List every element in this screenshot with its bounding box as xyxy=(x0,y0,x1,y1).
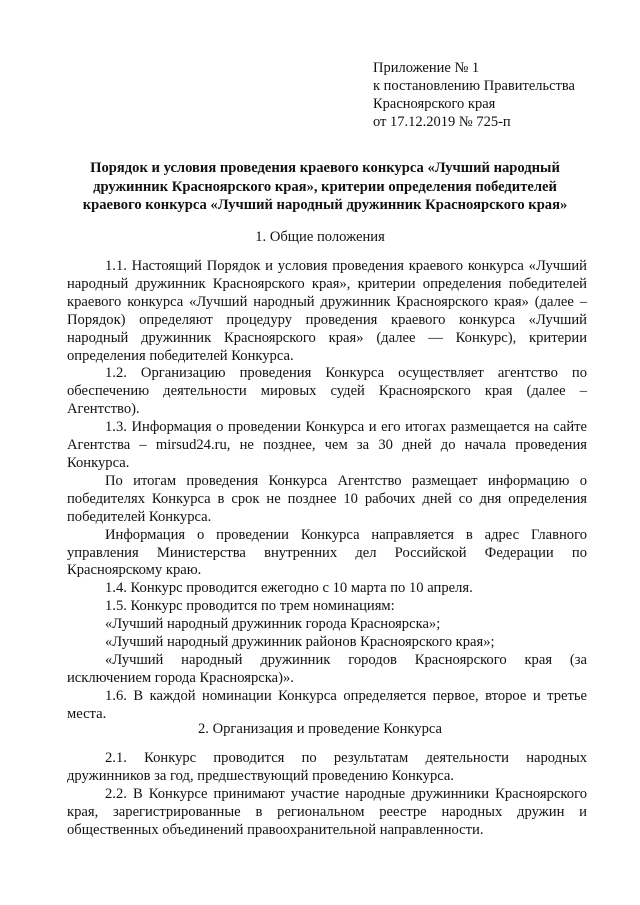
section-organization-body xyxy=(67,750,587,840)
nomination-item: «Лучший народный дружинник городов Красноярского края (за исключением города Красноярска)». xyxy=(67,651,587,686)
paragraph-2-2: 2.2. В Конкурсе принимают участие народные дружинники Красноярского края, зарегистрированные в региональном реестре народных дружин и общественных объединений правоохранительной направленности. xyxy=(67,785,587,838)
nomination-item: «Лучший народный дружинник районов Красноярского края»; xyxy=(105,634,495,651)
appendix-date: от 17.12.2019 № 725-п xyxy=(373,114,511,130)
paragraph-2-1: 2.1. Конкурс проводится по результатам деятельности народных дружинников за год, предшествующий проведению Конкурса. xyxy=(67,750,587,784)
section-heading-organization: 2. Организация и проведение Конкурса xyxy=(197,721,443,737)
nomination-item: «Лучший народный дружинник города Красноярска»; xyxy=(105,616,441,633)
paragraph-1-3: 1.3. Информация о проведении Конкурса и его итогах размещается на сайте Агентства – mirsud24.ru, не позднее, чем за 30 дней до начала проведения Конкурса. xyxy=(67,419,587,471)
appendix-block xyxy=(373,59,575,131)
section-general-body xyxy=(67,258,587,724)
appendix-number: Приложение № 1 xyxy=(373,60,480,76)
paragraph-1-5: 1.5. Конкурс проводится по трем номинациям: xyxy=(105,598,395,615)
paragraph-info: Информация о проведении Конкурса направляется в адрес Главного управления Министерства внутренних дел Российской Федерации по Красноярскому краю. xyxy=(67,526,587,579)
paragraph-1-1: 1.1. Настоящий Порядок и условия проведения краевого конкурса «Лучший народный дружинник Красноярского края», критерии определения победителей краевого конкурса «Лучший народный дружинник Красноярского края» (далее – Порядок) определяют процедуру проведения краевого конкурса «Лучший народный дружинник Красноярского края» (далее — Конкурс), критерии определения победителей Конкурса. xyxy=(67,258,587,364)
section-heading-general: 1. Общие положения xyxy=(255,229,385,245)
title-line: краевого конкурса «Лучший народный дружинник Красноярского края» xyxy=(82,197,568,213)
title-line: Порядок и условия проведения краевого конкурса «Лучший народный xyxy=(90,160,560,176)
document-title xyxy=(60,159,590,215)
paragraph-1-2: 1.2. Организацию проведения Конкурса осуществляет агентство по обеспечению деятельности мировых судей Красноярского края (далее – Агентство). xyxy=(67,365,587,418)
title-line: дружинник Красноярского края», критерии определения победителей xyxy=(93,178,557,195)
appendix-region: Красноярского края xyxy=(373,96,496,112)
appendix-resolution: к постановлению Правительства xyxy=(373,78,575,94)
paragraph-1-4: 1.4. Конкурс проводится ежегодно с 10 марта по 10 апреля. xyxy=(105,580,473,597)
paragraph-results: По итогам проведения Конкурса Агентство размещает информацию о победителях Конкурса в срок не позднее 10 рабочих дней со дня определения победителей Конкурса. xyxy=(67,472,587,525)
paragraph-1-6: 1.6. В каждой номинации Конкурса определяется первое, второе и третье места. xyxy=(67,687,587,722)
